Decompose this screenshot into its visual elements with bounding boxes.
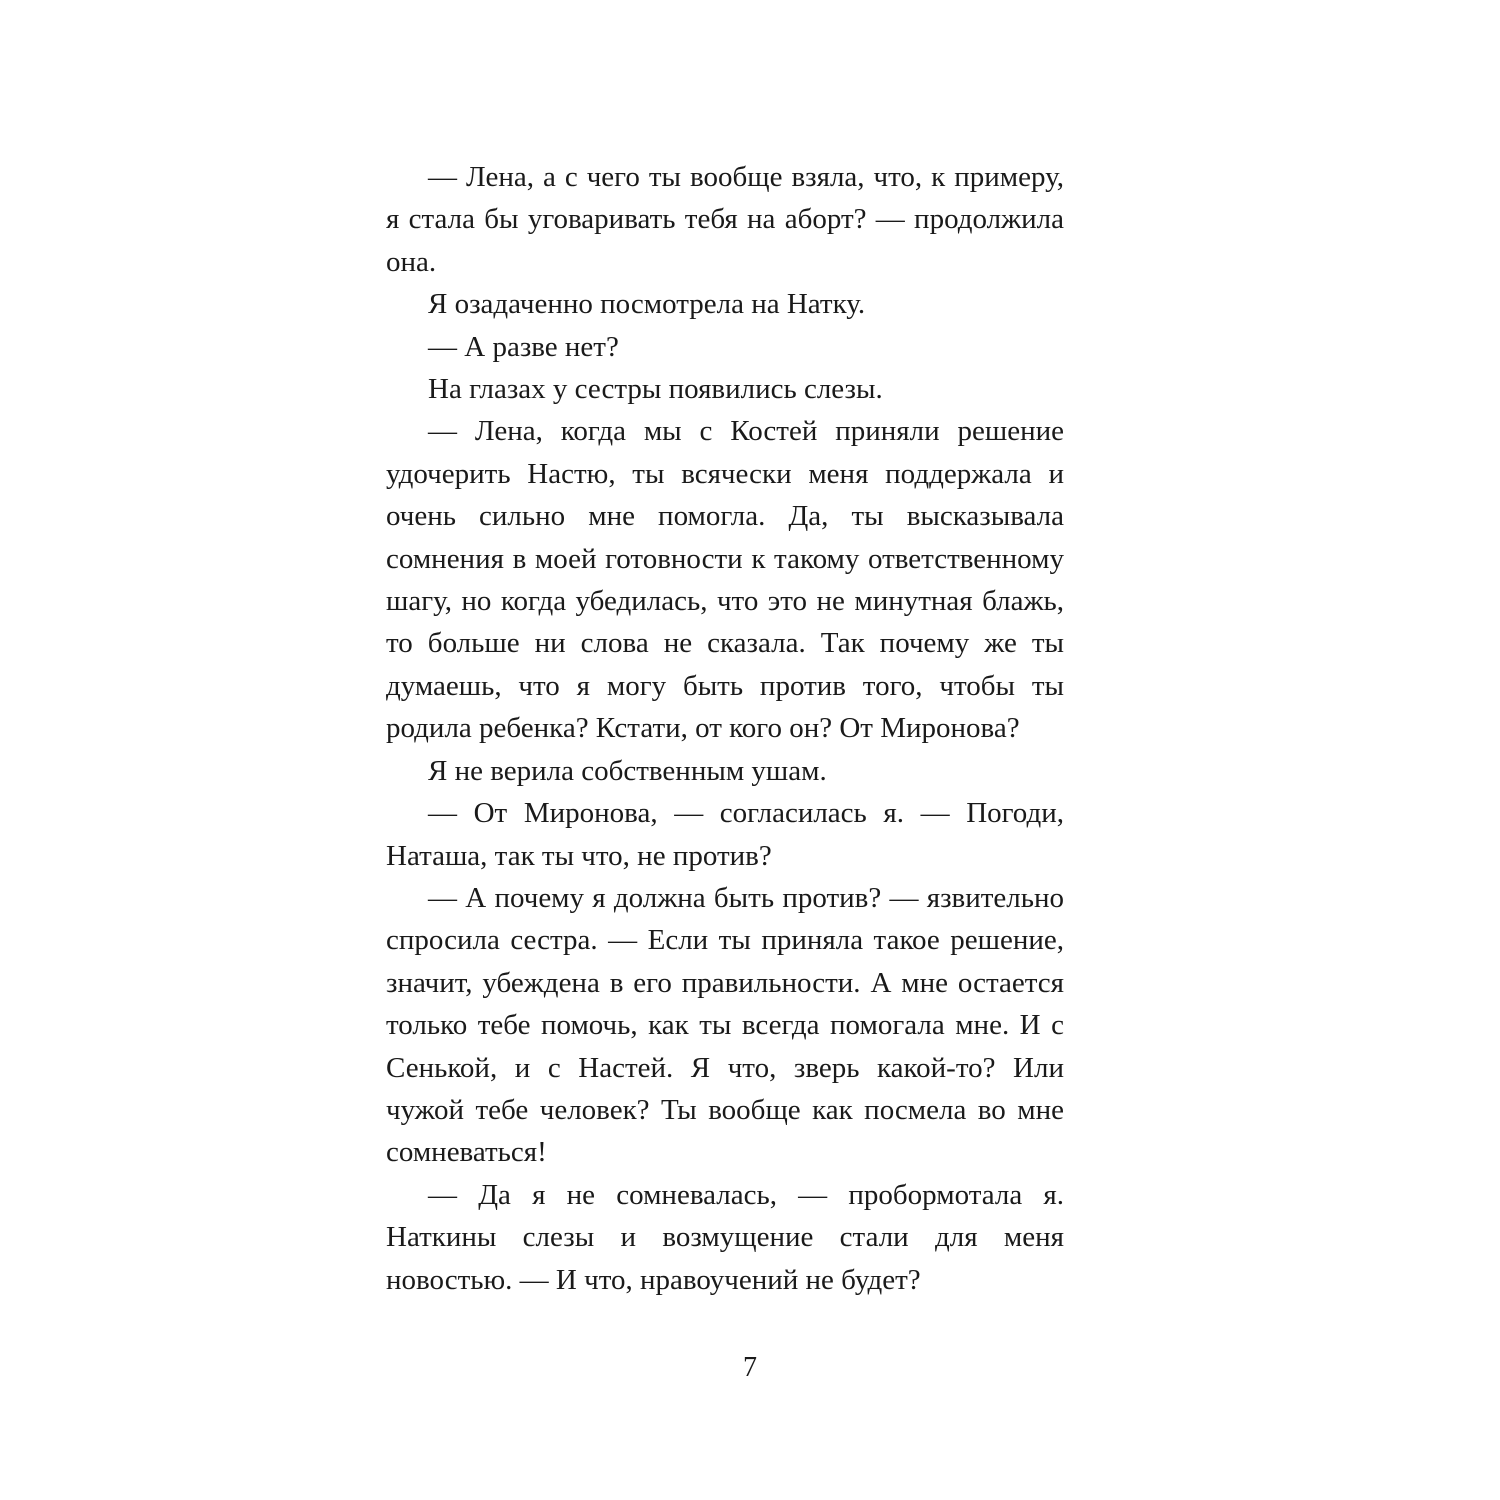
paragraph: — От Миронова, — согласилась я. — Погоди, Наташа, так ты что, не против?	[386, 797, 1064, 872]
paragraph: — Лена, а с чего ты вообще взяла, что, к примеру, я стала бы уговаривать тебя на аборт? — продолжила она.	[386, 161, 1064, 278]
paragraph: Я озадаченно посмотрела на Натку.	[428, 288, 866, 321]
paragraph: — Да я не сомневалась, — пробормотала я. Наткины слезы и возмущение стали для меня новостью. — И что, нравоучений не будет?	[386, 1178, 1064, 1296]
paragraph: На глазах у сестры появились слезы.	[428, 373, 883, 406]
paragraph: — Лена, когда мы с Костей приняли решение удочерить Настю, ты всячески меня поддержала и очень сильно мне помогла. Да, ты высказывала сомнения в моей готовности к такому ответственному шагу, но когда убедилась, что это не минутная блажь, то больше ни слова не сказала. Так почему же ты думаешь, что я могу быть против того, чтобы ты родила ребенка? Кстати, от кого он? От Миронова?	[386, 415, 1064, 745]
paragraph: Я не верила собственным ушам.	[428, 754, 827, 787]
body-text	[386, 156, 1064, 1301]
paragraph: — А разве нет?	[428, 330, 619, 363]
page-number: 7	[743, 1352, 757, 1383]
paragraph: — А почему я должна быть против? — язвительно спросила сестра. — Если ты приняла такое решение, значит, убеждена в его правильности. А мне остается только тебе помочь, как ты всегда помогала мне. И с Сенькой, и с Настей. Я что, зверь какой-то? Или чужой тебе человек? Ты вообще как посмела во мне сомневаться!	[386, 881, 1064, 1169]
